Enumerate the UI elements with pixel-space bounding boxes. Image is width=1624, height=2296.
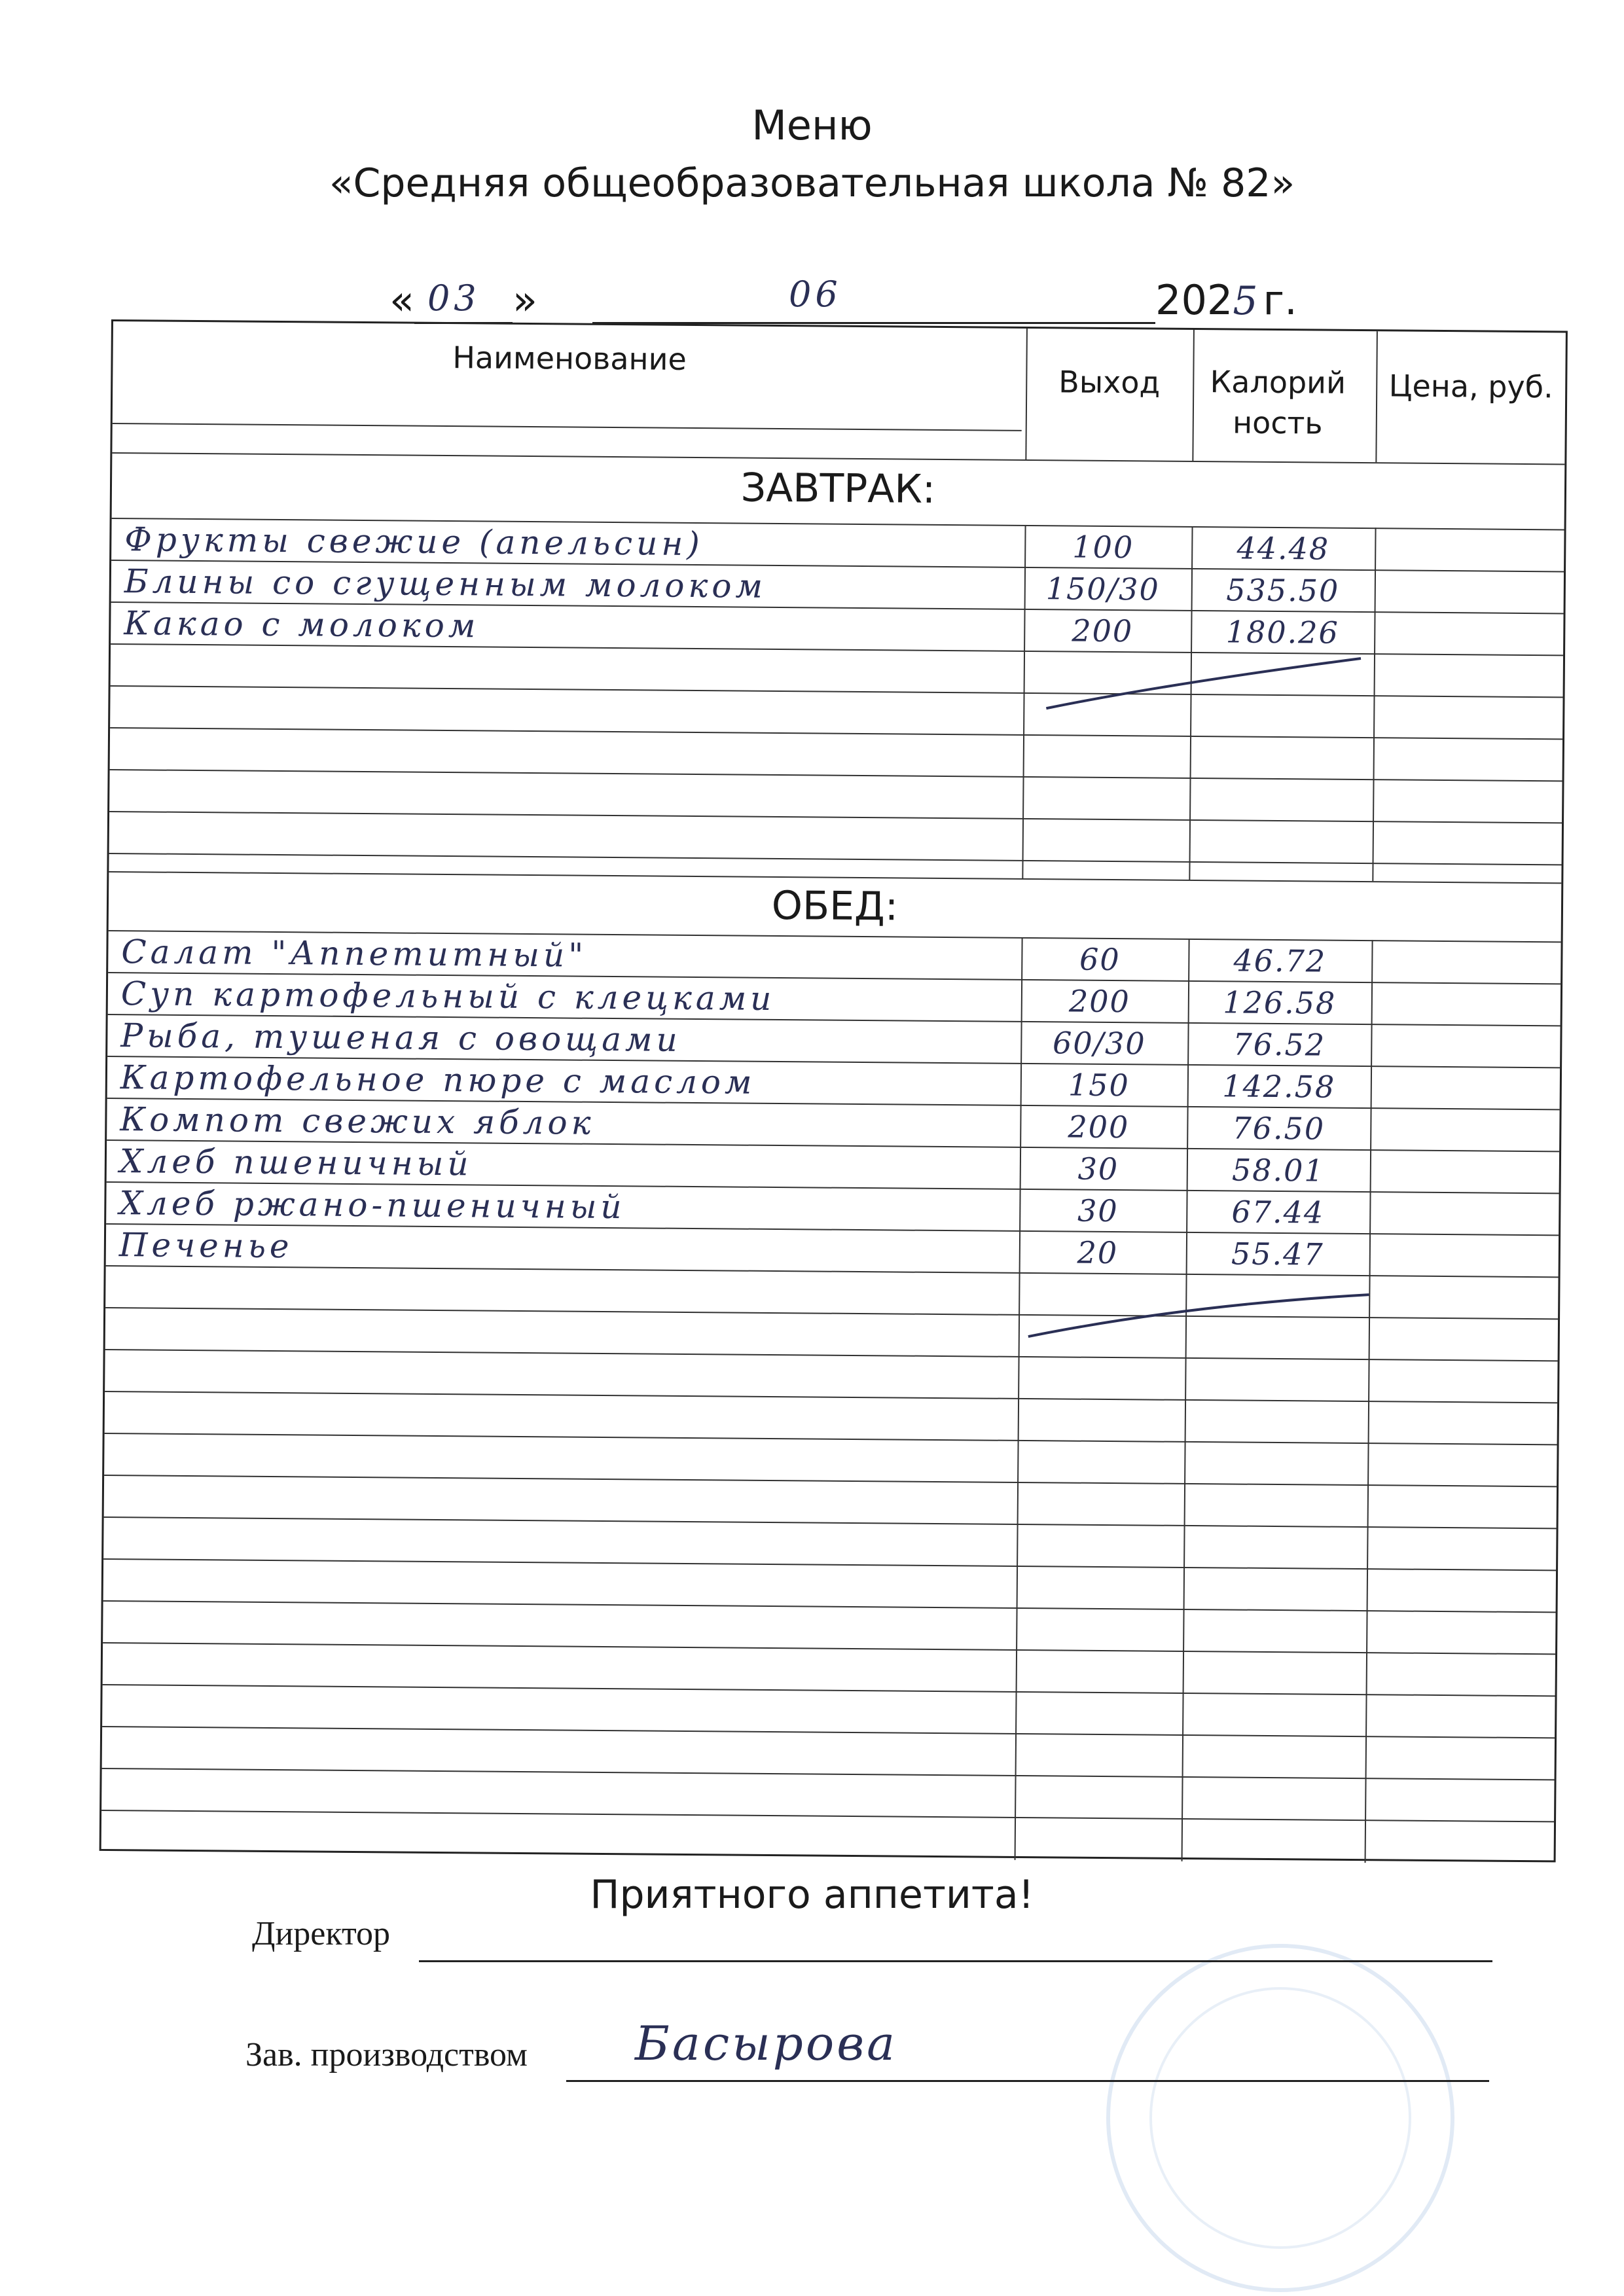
dish-calories: 180.26 <box>1225 614 1339 651</box>
director-signature-line <box>419 1960 1492 1962</box>
dish-price <box>1380 1026 1551 1066</box>
column-header-output: Выход <box>1058 364 1161 401</box>
dish-price <box>1380 1068 1551 1107</box>
dish-name: Картофельное пюре с маслом <box>120 1058 756 1102</box>
date-year-prefix: 202 <box>1155 276 1233 324</box>
dish-price <box>1380 1152 1550 1191</box>
dish-name: Фрукты свежие (апельсин) <box>124 520 704 564</box>
dish-calories: 126.58 <box>1223 984 1337 1021</box>
dish-calories: 142.58 <box>1222 1068 1336 1105</box>
column-header-price: Цена, руб. <box>1388 368 1553 405</box>
column-header-calories: Калорий ность <box>1210 364 1346 441</box>
dish-output: 20 <box>1077 1234 1119 1271</box>
empty-cell-strike <box>1039 643 1367 717</box>
production-signature-line <box>566 2080 1489 2082</box>
dish-name: Блины со сгущенным молоком <box>124 562 767 605</box>
date-year-suffix: 5 <box>1233 278 1258 324</box>
greeting: Приятного аппетита! <box>590 1872 1034 1918</box>
dish-output: 200 <box>1068 1109 1130 1145</box>
dish-price <box>1379 1236 1549 1275</box>
dish-name: Печенье <box>118 1226 293 1266</box>
dish-price <box>1384 614 1554 653</box>
dish-output: 100 <box>1072 529 1134 565</box>
dish-output: 200 <box>1068 983 1130 1020</box>
dish-output: 60 <box>1079 941 1121 978</box>
dish-calories: 44.48 <box>1236 530 1330 567</box>
dish-output: 200 <box>1072 613 1134 649</box>
dish-calories: 58.01 <box>1231 1152 1325 1189</box>
dish-name: Хлеб ржано-пшеничный <box>119 1184 626 1227</box>
production-label: Зав. производством <box>245 2036 528 2073</box>
page-title: Меню <box>751 101 873 149</box>
menu-table <box>99 319 1568 1862</box>
production-signature: Басырова <box>635 2016 898 2071</box>
dish-output: 60/30 <box>1052 1025 1146 1062</box>
dish-name: Рыба, тушеная с овощами <box>120 1016 681 1059</box>
date-open-quote: « <box>389 276 414 324</box>
dish-calories: 76.50 <box>1232 1110 1326 1147</box>
dish-name: Хлеб пшеничный <box>119 1142 473 1183</box>
breakfast-label: ЗАВТРАК: <box>740 465 936 512</box>
dish-price <box>1381 984 1551 1024</box>
dish-price <box>1384 572 1555 611</box>
date-month: 06 <box>789 274 842 315</box>
column-header-name: Наименование <box>452 340 687 377</box>
dish-price <box>1384 530 1555 569</box>
dish-name: Какао с молоком <box>124 604 480 645</box>
empty-cell-strike <box>1022 1284 1376 1346</box>
dish-name: Компот свежих яблок <box>120 1100 595 1142</box>
dish-name: Суп картофельный с клецками <box>120 975 776 1018</box>
director-label: Директор <box>252 1915 390 1952</box>
dish-output: 30 <box>1077 1151 1119 1187</box>
dish-output: 150 <box>1068 1067 1130 1103</box>
date-year-unit: г. <box>1263 276 1297 324</box>
lunch-label: ОБЕД: <box>771 882 899 930</box>
dish-calories: 46.72 <box>1233 942 1327 979</box>
dish-price <box>1380 1110 1550 1149</box>
dish-price <box>1381 942 1551 982</box>
dish-name: Салат "Аппетитный" <box>121 933 588 975</box>
dish-calories: 76.52 <box>1233 1026 1326 1063</box>
date-day: 03 <box>427 278 480 319</box>
dish-calories: 67.44 <box>1231 1194 1325 1230</box>
dish-output: 30 <box>1077 1193 1119 1229</box>
dish-calories: 55.47 <box>1231 1236 1324 1272</box>
dish-output: 150/30 <box>1045 571 1160 607</box>
date-close-quote: » <box>512 276 537 324</box>
school-name: «Средняя общеобразовательная школа № 82» <box>329 160 1295 206</box>
school-stamp <box>1106 1944 1454 2292</box>
dish-price <box>1379 1194 1549 1233</box>
dish-calories: 535.50 <box>1226 572 1340 609</box>
